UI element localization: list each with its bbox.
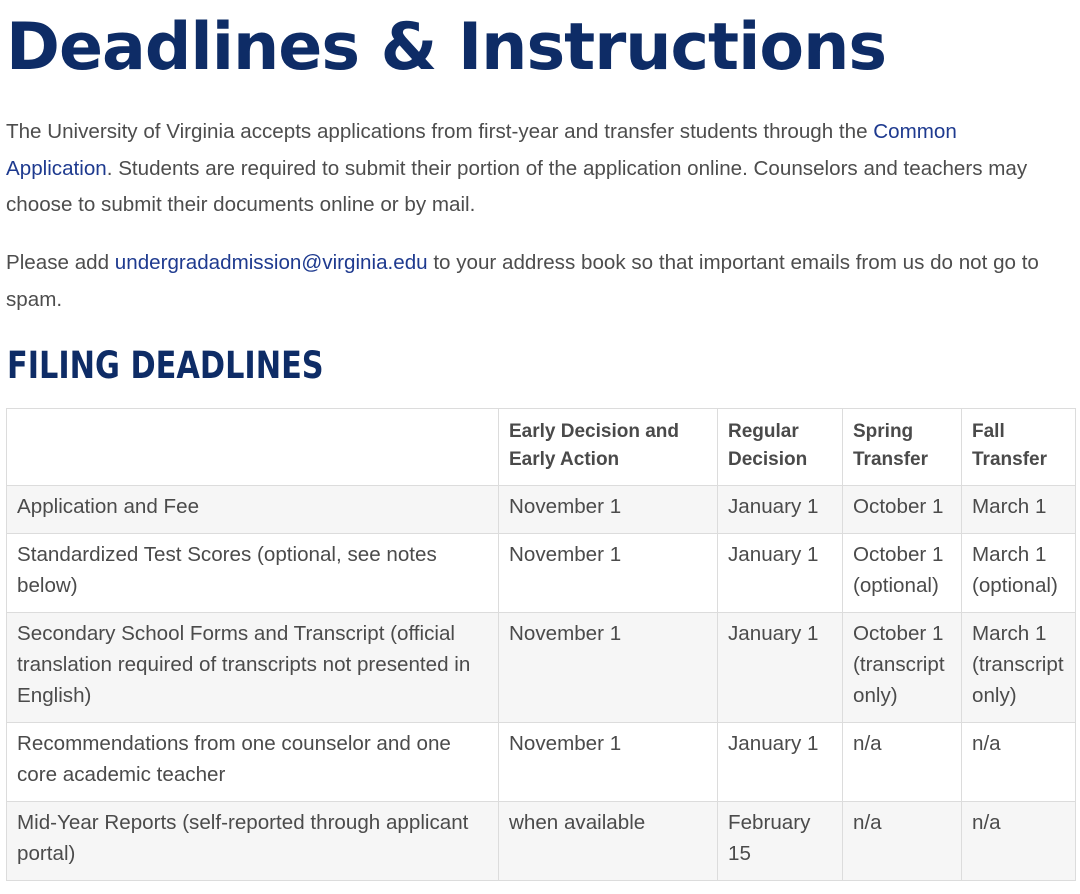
spring-transfer-cell: October 1 (transcript only) [843, 613, 962, 723]
spring-transfer-cell: n/a [843, 723, 962, 802]
requirement-cell: Application and Fee [7, 486, 499, 534]
spring-transfer-cell: October 1 (optional) [843, 534, 962, 613]
regular-decision-cell: February 15 [718, 802, 843, 881]
intro-paragraph [6, 114, 1066, 224]
page-title: Deadlines & Instructions [6, 10, 887, 85]
table-row [7, 802, 1076, 881]
fall-transfer-cell: March 1 (optional) [962, 534, 1076, 613]
fall-transfer-cell: March 1 (transcript only) [962, 613, 1076, 723]
intro-text-after-link: . Students are required to submit their portion of the application online. Counselors and teachers may choose to submit their documents online or by mail. [6, 156, 1028, 216]
table-row [7, 613, 1076, 723]
early-decision-cell: November 1 [499, 486, 718, 534]
early-decision-cell: November 1 [499, 534, 718, 613]
spring-transfer-cell: October 1 [843, 486, 962, 534]
requirement-cell: Recommendations from one counselor and one core academic teacher [7, 723, 499, 802]
table-row [7, 534, 1076, 613]
email-note-paragraph [6, 245, 1066, 318]
requirement-cell: Secondary School Forms and Transcript (official translation required of transcripts not presented in English) [7, 613, 499, 723]
early-decision-cell: November 1 [499, 723, 718, 802]
regular-decision-cell: January 1 [718, 723, 843, 802]
filing-deadlines-heading: FILING DEADLINES [7, 344, 324, 387]
fall-transfer-cell: March 1 [962, 486, 1076, 534]
filing-deadlines-table [6, 408, 1076, 881]
table-row [7, 486, 1076, 534]
admission-email-link[interactable]: undergradadmission@virginia.edu [114, 251, 428, 274]
regular-decision-cell: January 1 [718, 534, 843, 613]
email-note-text-before: Please add [6, 251, 115, 274]
early-decision-cell: when available [499, 802, 718, 881]
common-application-link[interactable]: Common Application [6, 120, 957, 180]
regular-decision-cell: January 1 [718, 486, 843, 534]
header-early-decision: Early Decision and Early Action [499, 409, 718, 486]
header-cell-empty [7, 409, 499, 486]
regular-decision-cell: January 1 [718, 613, 843, 723]
early-decision-cell: November 1 [499, 613, 718, 723]
email-note-text-after: to your address book so that important emails from us do not go to spam. [6, 251, 1039, 311]
requirement-cell: Mid-Year Reports (self-reported through applicant portal) [7, 802, 499, 881]
header-spring-transfer: Spring Transfer [843, 409, 962, 486]
header-fall-transfer: Fall Transfer [962, 409, 1076, 486]
table-header-row [7, 409, 1076, 486]
table-row [7, 723, 1076, 802]
intro-text-before-link: The University of Virginia accepts applications from first-year and transfer students through the [6, 120, 874, 143]
fall-transfer-cell: n/a [962, 723, 1076, 802]
header-regular-decision: Regular Decision [718, 409, 843, 486]
spring-transfer-cell: n/a [843, 802, 962, 881]
requirement-cell: Standardized Test Scores (optional, see notes below) [7, 534, 499, 613]
fall-transfer-cell: n/a [962, 802, 1076, 881]
